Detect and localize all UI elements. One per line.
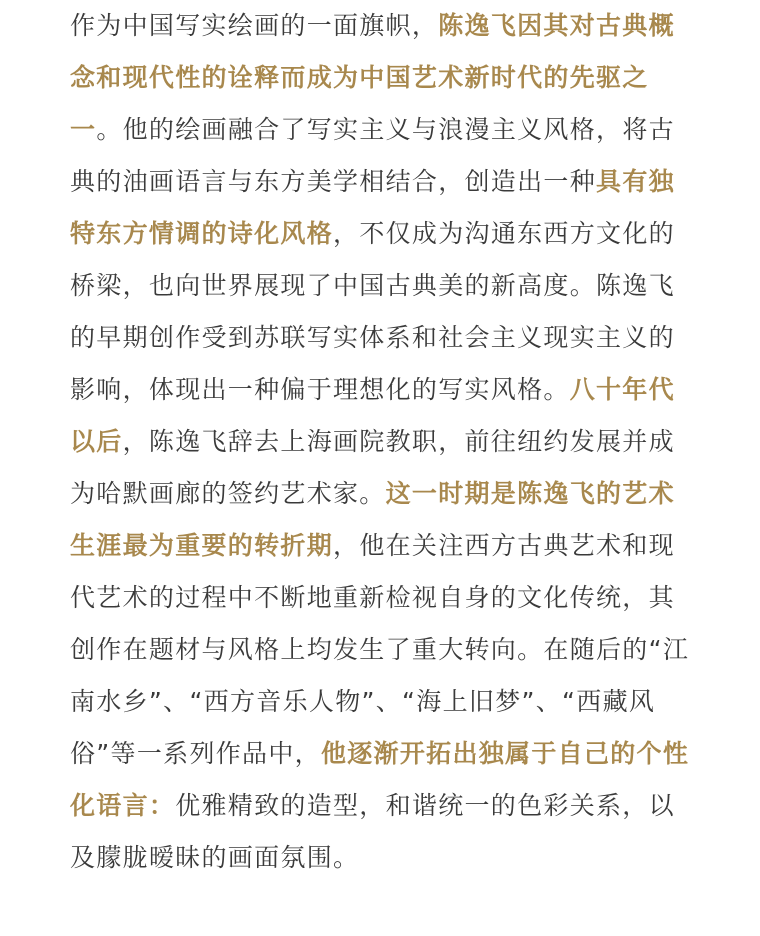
text-segment: 。他的绘画融合了写实主义与浪漫主义风格，将古典的油画语言与东方美学相结合，创造出一种 (70, 115, 675, 196)
highlighted-text: 这一时期是陈逸飞的艺术生涯最为重要的转折期 (70, 479, 675, 560)
highlighted-text: 陈逸飞因其对古典概念和现代性的诠释而成为中国艺术新时代的先驱之一 (70, 11, 675, 144)
paragraph (70, 0, 692, 884)
highlighted-text: 八十年代以后 (70, 375, 675, 456)
highlighted-text: 他逐渐开拓出独属于自己的个性化语言： (70, 739, 690, 820)
text-segment: 优雅精致的造型，和谐统一的色彩关系，以及朦胧暧昧的画面氛围。 (70, 791, 675, 872)
text-segment: 作为中国写实绘画的一面旗帜， (70, 11, 439, 40)
article-body (70, 0, 692, 884)
text-segment: ，陈逸飞辞去上海画院教职，前往纽约发展并成为哈默画廊的签约艺术家。 (70, 427, 675, 508)
text-segment: ，他在关注西方古典艺术和现代艺术的过程中不断地重新检视自身的文化传统，其创作在题材与风格上均发生了重大转向。在随后的“江南水乡”、“西方音乐人物”、“海上旧梦”、“西藏风俗”等一系列作品中， (70, 531, 690, 768)
text-segment: ，不仅成为沟通东西方文化的桥梁，也向世界展现了中国古典美的新高度。陈逸飞的早期创作受到苏联写实体系和社会主义现实主义的影响，体现出一种偏于理想化的写实风格。 (70, 219, 675, 404)
highlighted-text: 具有独特东方情调的诗化风格 (70, 167, 675, 248)
